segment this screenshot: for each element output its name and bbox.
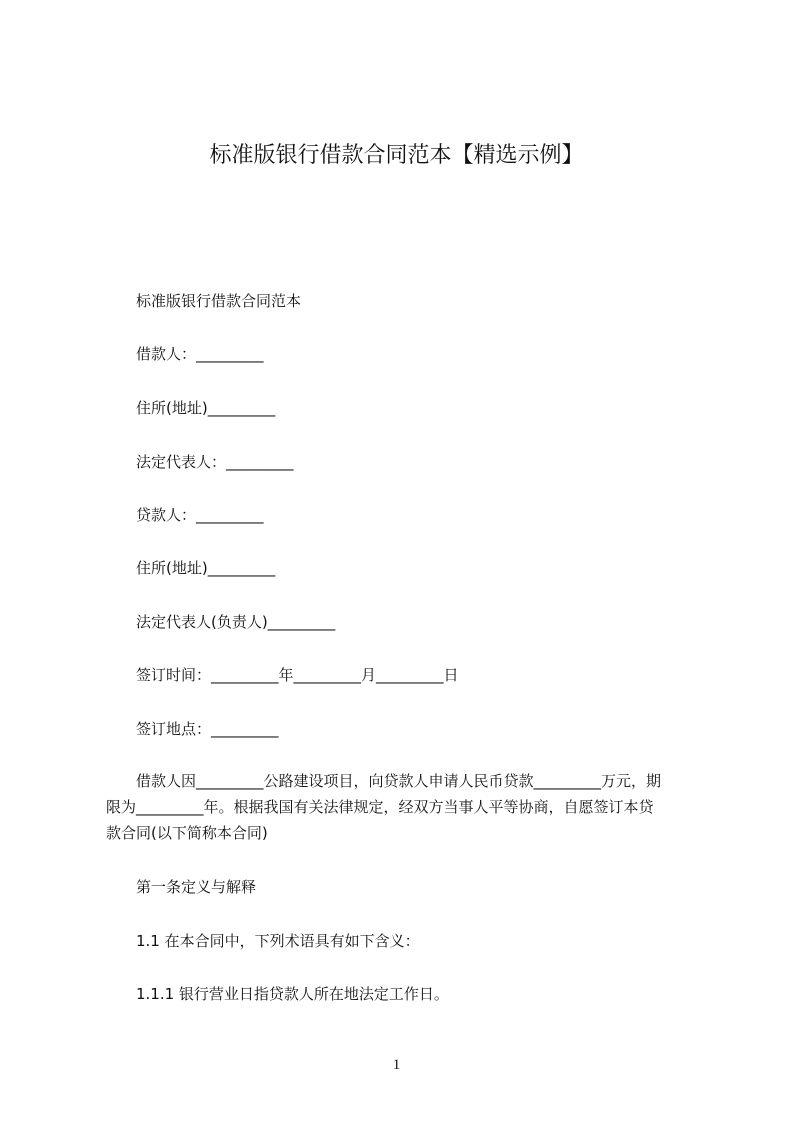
preamble-paragraph (106, 768, 706, 846)
clause-1-1: 1.1 在本合同中，下列术语具有如下含义： (136, 932, 420, 950)
signing-place-field: 签订地点：_________ (136, 720, 279, 738)
contract-subtitle: 标准版银行借款合同范本 (136, 292, 302, 310)
document-title: 标准版银行借款合同范本【精选示例】 (209, 143, 584, 168)
clause-1-1-1: 1.1.1 银行营业日指贷款人所在地法定工作日。 (136, 985, 449, 1003)
preamble-line-3: 款合同(以下简称本合同) (106, 824, 268, 842)
section-heading-definitions: 第一条定义与解释 (136, 878, 257, 896)
borrower-legal-rep-field: 法定代表人：_________ (136, 453, 294, 471)
page-number: 1 (392, 1057, 401, 1073)
borrower-address-field: 住所(地址)_________ (136, 399, 276, 417)
lender-address-field: 住所(地址)_________ (136, 559, 276, 577)
lender-legal-rep-field: 法定代表人(负责人)_________ (136, 613, 336, 631)
preamble-line-1: 借款人因_________公路建设项目，向贷款人申请人民币贷款_________万元，期 (136, 772, 662, 790)
signing-date-field: 签订时间：_________年_________月_________日 (136, 666, 459, 684)
borrower-field: 借款人：_________ (136, 345, 264, 363)
preamble-line-2: 限为_________年。根据我国有关法律规定，经双方当事人平等协商，自愿签订本贷 (106, 798, 654, 816)
lender-field: 贷款人：_________ (136, 506, 264, 524)
